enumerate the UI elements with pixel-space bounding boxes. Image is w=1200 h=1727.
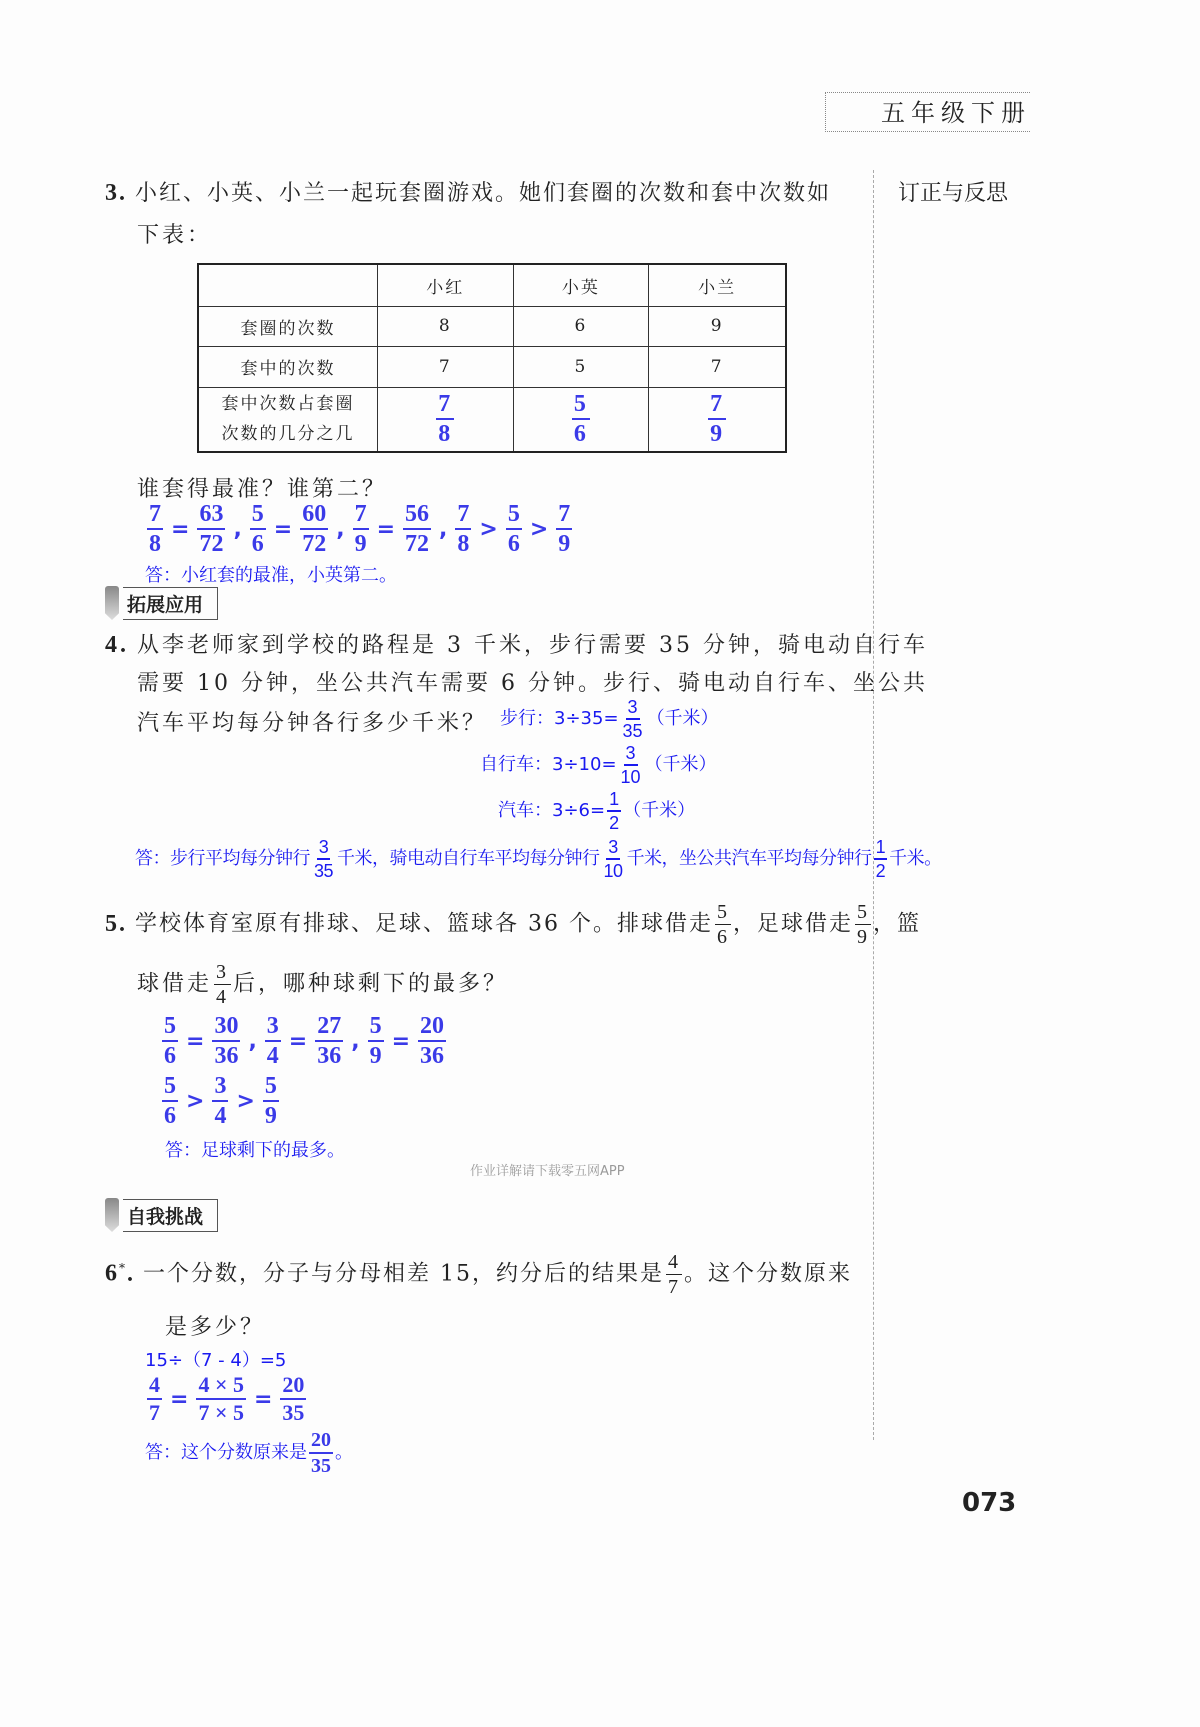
numerator: 20	[280, 1374, 306, 1400]
math-operator: =	[376, 516, 396, 542]
numerator: 5	[162, 1014, 178, 1042]
fraction	[214, 962, 231, 1007]
math-operator: =	[171, 516, 190, 542]
numerator: 60	[300, 502, 328, 530]
denominator: 7 × 5	[198, 1400, 244, 1425]
denominator: 9	[264, 1103, 277, 1129]
numerator: 63	[197, 502, 225, 530]
fraction	[556, 502, 572, 556]
q3-work	[145, 502, 574, 556]
fraction	[506, 502, 522, 556]
numerator: 30	[212, 1014, 240, 1042]
denominator: 6	[164, 1103, 176, 1129]
fraction	[250, 502, 266, 556]
header-xiaolan: 小兰	[649, 264, 786, 306]
fraction	[353, 502, 369, 556]
numerator: 56	[403, 502, 431, 530]
numerator: 7	[708, 392, 726, 420]
pencil-icon	[105, 586, 119, 620]
denominator: 72	[405, 531, 430, 557]
fraction	[418, 1014, 446, 1068]
q5-answer: 答：足球剩下的最多。	[165, 1140, 345, 1161]
fraction	[197, 502, 225, 556]
denominator: 35	[282, 1400, 305, 1425]
fraction	[212, 1074, 228, 1128]
ratio-fraction	[708, 392, 726, 446]
math-operator: >	[529, 516, 549, 542]
fraction	[715, 902, 731, 947]
fraction	[280, 1374, 306, 1424]
denominator: 4	[266, 1043, 279, 1069]
q4-line1: 4. 从李老师家到学校的路程是 3 千米，步行需要 35 分钟，骑电动自行车	[105, 632, 928, 658]
numerator: 3	[626, 698, 640, 720]
math-operator: =	[170, 1386, 189, 1412]
q3-line1: 3. 小红、小英、小兰一起玩套圈游戏。她们套圈的次数和套中次数如	[105, 180, 832, 206]
fraction	[312, 838, 335, 880]
pencil-icon	[105, 1198, 119, 1232]
numerator: 20	[418, 1014, 446, 1042]
numerator: 3	[212, 1074, 228, 1102]
denominator: 6	[507, 531, 520, 557]
page-number: 073	[962, 1488, 1017, 1518]
numerator: 3	[216, 961, 230, 983]
numerator: 5	[162, 1074, 178, 1102]
denominator: 9	[354, 531, 367, 557]
numerator: 7	[436, 392, 454, 420]
math-operator: ,	[351, 1028, 360, 1054]
denominator: 8	[149, 531, 161, 557]
grade-header: 五年级下册	[875, 93, 1031, 128]
q3-line2: 下表：	[137, 223, 213, 248]
denominator: 9	[369, 1043, 382, 1069]
q6-line1: 6*. 一个分数，分子与分母相差 15，约分后的结果是 $\frac{4}{7}$ 。这个分数原来	[105, 1251, 853, 1298]
side-title: 订正与反思	[898, 181, 1009, 206]
q5-work2	[160, 1074, 281, 1128]
math-operator: =	[391, 1028, 411, 1054]
denominator: 2	[875, 861, 886, 881]
denominator: 7	[668, 1276, 680, 1298]
fraction	[212, 1014, 240, 1068]
numerator: 4	[668, 1251, 680, 1273]
math-operator: >	[236, 1088, 255, 1114]
fraction	[619, 744, 643, 786]
fraction	[855, 902, 871, 947]
denominator: 72	[302, 531, 327, 557]
math-operator: >	[479, 516, 498, 542]
denominator: 35	[622, 721, 643, 741]
math-operator: ,	[439, 516, 448, 542]
denominator: 6	[573, 421, 588, 448]
math-operator: >	[186, 1088, 205, 1114]
denominator: 8	[457, 531, 470, 557]
numerator: 7	[556, 502, 572, 530]
denominator: 6	[164, 1043, 176, 1069]
numerator: 3	[317, 838, 331, 860]
numerator: 7	[455, 502, 471, 530]
denominator: 9	[857, 926, 869, 948]
denominator: 10	[603, 861, 623, 881]
denominator: 36	[420, 1043, 445, 1069]
q5-line2: 球借走 $\frac{3}{4}$ 后，哪种球剩下的最多？	[137, 961, 509, 1008]
fraction	[309, 1430, 333, 1476]
fraction	[147, 1374, 162, 1424]
numerator: 1	[874, 838, 888, 860]
fraction	[666, 1252, 682, 1297]
denominator: 35	[314, 861, 334, 881]
numerator: 7	[147, 502, 163, 530]
watermark: 作业详解请下载零五网APP	[470, 1164, 625, 1179]
math-operator: ,	[233, 516, 242, 542]
fraction	[265, 1014, 281, 1068]
denominator: 36	[317, 1043, 342, 1069]
denominator: 72	[199, 531, 224, 557]
fraction	[403, 502, 431, 556]
fraction	[315, 1014, 343, 1068]
header-xiaohong: 小红	[378, 264, 514, 306]
fraction	[162, 1074, 178, 1128]
numerator: 3	[606, 838, 620, 860]
denominator: 8	[438, 421, 453, 448]
q6-work1: 15÷（7 - 4）=5	[145, 1350, 287, 1371]
numerator: 4	[147, 1374, 162, 1400]
numerator: 1	[607, 790, 621, 812]
numerator: 5	[716, 901, 729, 923]
q4-walk: 步行：3÷35= $\frac{3}{35}$ （千米）	[500, 697, 719, 741]
numerator: 27	[315, 1014, 343, 1042]
math-operator: =	[253, 1386, 273, 1412]
denominator: 4	[214, 1103, 227, 1129]
ring-toss-table: 小红 小英 小兰 套圈的次数 8 6 9 套中的次数 7 5 7 套中次数占套圈 次数的几分之几 $\frac{7}{8}$ $\frac{5}{6}$ $\frac{7}{9}$	[197, 263, 787, 453]
q3-answer: 答：小红套的最准，小英第二。	[145, 565, 397, 586]
section-badge-extend: 拓展应用	[105, 588, 218, 618]
numerator: 5	[857, 901, 869, 923]
fraction	[263, 1074, 279, 1128]
ratio-fraction	[572, 392, 590, 446]
fraction	[607, 790, 621, 832]
ratio-fraction	[436, 392, 454, 446]
fraction	[147, 502, 163, 556]
fraction	[455, 502, 471, 556]
numerator: 20	[309, 1430, 333, 1454]
denominator: 7	[149, 1400, 160, 1425]
numerator: 3	[624, 744, 638, 766]
denominator: 35	[311, 1455, 331, 1477]
q3-question: 谁套得最准？谁第二？	[137, 477, 388, 502]
denominator: 4	[216, 986, 230, 1008]
numerator: 7	[353, 502, 369, 530]
denominator: 6	[251, 531, 264, 557]
fraction	[602, 838, 625, 880]
numerator: 4 × 5	[196, 1374, 246, 1400]
q4-answer: 答：步行平均每分钟行 $\frac{3}{35}$ 千米，骑电动自行车平均每分钟行 $\frac{3}{10}$ 千米，坐公共汽车平均每分钟行 $\frac{1}{2}$ 千米。	[135, 837, 942, 881]
denominator: 6	[716, 926, 729, 948]
fraction	[196, 1374, 246, 1424]
math-operator: =	[288, 1028, 308, 1054]
math-operator: ,	[336, 516, 345, 542]
q6-line2: 是多少？	[165, 1315, 266, 1340]
q4-line2: 需要 10 分钟，坐公共汽车需要 6 分钟。步行、骑电动自行车、坐公共	[137, 671, 928, 696]
numerator: 5	[572, 392, 590, 420]
denominator: 10	[620, 767, 641, 787]
math-operator: =	[273, 516, 293, 542]
header-xiaoying: 小英	[513, 264, 649, 306]
math-operator: ,	[248, 1028, 257, 1054]
denominator: 2	[609, 813, 620, 833]
fraction	[368, 1014, 384, 1068]
fraction	[621, 698, 645, 740]
math-operator: =	[186, 1028, 205, 1054]
numerator: 5	[368, 1014, 384, 1042]
q4-line3: 汽车平均每分钟各行多少千米？	[137, 711, 488, 736]
section-badge-challenge: 自我挑战	[105, 1200, 218, 1230]
fraction	[874, 838, 888, 880]
denominator: 9	[558, 531, 571, 557]
q4-bus: 汽车：3÷6= $\frac{1}{2}$ （千米）	[498, 789, 696, 833]
q4-bike: 自行车：3÷10= $\frac{3}{10}$ （千米）	[480, 743, 717, 787]
numerator: 5	[506, 502, 522, 530]
denominator: 9	[710, 421, 725, 448]
q5-work1	[160, 1014, 448, 1068]
denominator: 36	[214, 1043, 239, 1069]
numerator: 3	[265, 1014, 281, 1042]
numerator: 5	[263, 1074, 279, 1102]
side-divider	[873, 170, 874, 1440]
fraction	[300, 502, 328, 556]
q6-answer: 答：这个分数原来是 $\frac{20}{35}$ 。	[145, 1429, 353, 1477]
q5-line1: 5. 学校体育室原有排球、足球、篮球各 36 个。排球借走 $\frac{5}{6}$ ，足球借走 $\frac{5}{9}$ ，篮	[105, 901, 922, 948]
q6-work2	[145, 1374, 308, 1424]
fraction	[162, 1014, 178, 1068]
numerator: 5	[250, 502, 266, 530]
